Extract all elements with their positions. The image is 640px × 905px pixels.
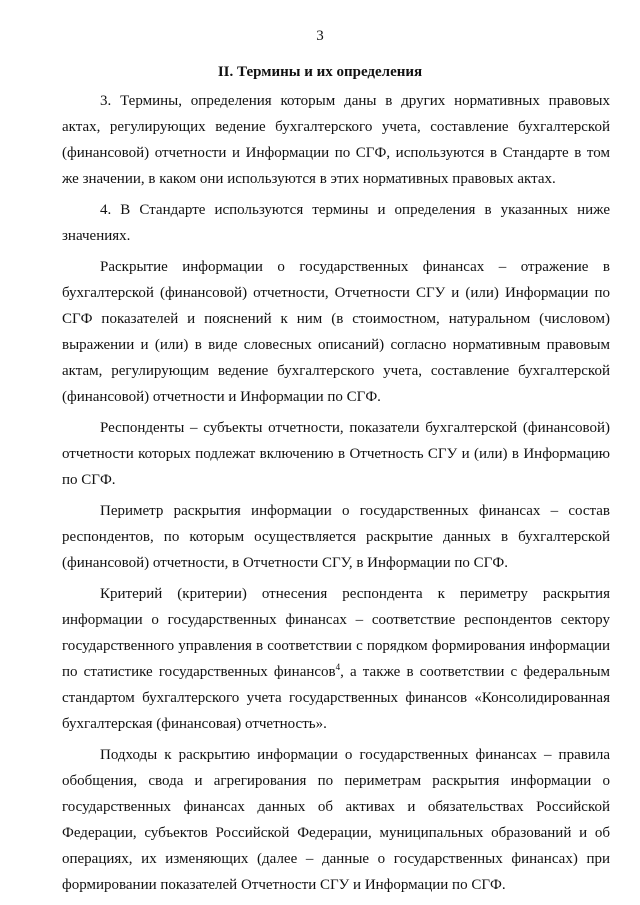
criteria-text-after: , а также в соответствии с федеральным стандартом бухгалтерского учета государственных финансов «Консолидированная бухгалтерская (финансовая) отчетность».	[62, 664, 611, 732]
paragraph-3-terms-from-other-acts: 3. Термины, определения которым даны в других нормативных правовых актах, регулирующих ведение бухгалтерского учета, составление бухгалтерской (финансовой) отчетности и Информации по СГФ, используются в Стандарте в том же значении, в каком они используются в этих нормативных правовых актах.	[62, 93, 610, 187]
document-body	[62, 88, 610, 898]
paragraph-4-terms-intro: 4. В Стандарте используются термины и определения в указанных ниже значениях.	[62, 202, 610, 244]
criteria-text-before: Критерий (критерии) отнесения респондента к периметру раскрытия информации о государственных финансах – соответствие респондентов сектору государственного управления в соответствии с порядком формирования информации по статистике государственных финансов	[62, 586, 610, 680]
definition-respondents: Респонденты – субъекты отчетности, показатели бухгалтерской (финансовой) отчетности которых подлежат включению в Отчетность СГУ и (или) в Информацию по СГФ.	[62, 420, 610, 488]
definition-disclosure-approaches: Подходы к раскрытию информации о государственных финансах – правила обобщения, свода и агрегирования по периметрам раскрытия информации о государственных финансах данных об активах и обязательствах Российской Федерации, субъектов Российской Федерации, муниципальных образований и об операциях, их изменяющих (далее – данные о государственных финансах) при формировании показателей Отчетности СГУ и Информации по СГФ.	[62, 747, 610, 893]
footnote-reference: 4	[335, 662, 341, 672]
definition-disclosure: Раскрытие информации о государственных финансах – отражение в бухгалтерской (финансовой) отчетности, Отчетности СГУ и (или) Информации по СГФ показателей и пояснений к ним (в стоимостном, натуральном (числовом) выражении и (или) в виде словесных описаний) согласно нормативным правовым актам, регулирующим ведение бухгалтерского учета, составление бухгалтерской (финансовой) отчетности и Информации по СГФ.	[62, 259, 610, 405]
definition-disclosure-perimeter: Периметр раскрытия информации о государственных финансах – состав респондентов, по которым осуществляется раскрытие данных в бухгалтерской (финансовой) отчетности, в Отчетности СГУ, в Информации по СГФ.	[62, 503, 610, 571]
definition-perimeter-criteria	[62, 581, 610, 737]
section-title: II. Термины и их определения	[217, 64, 423, 80]
page-number: 3	[316, 28, 324, 44]
